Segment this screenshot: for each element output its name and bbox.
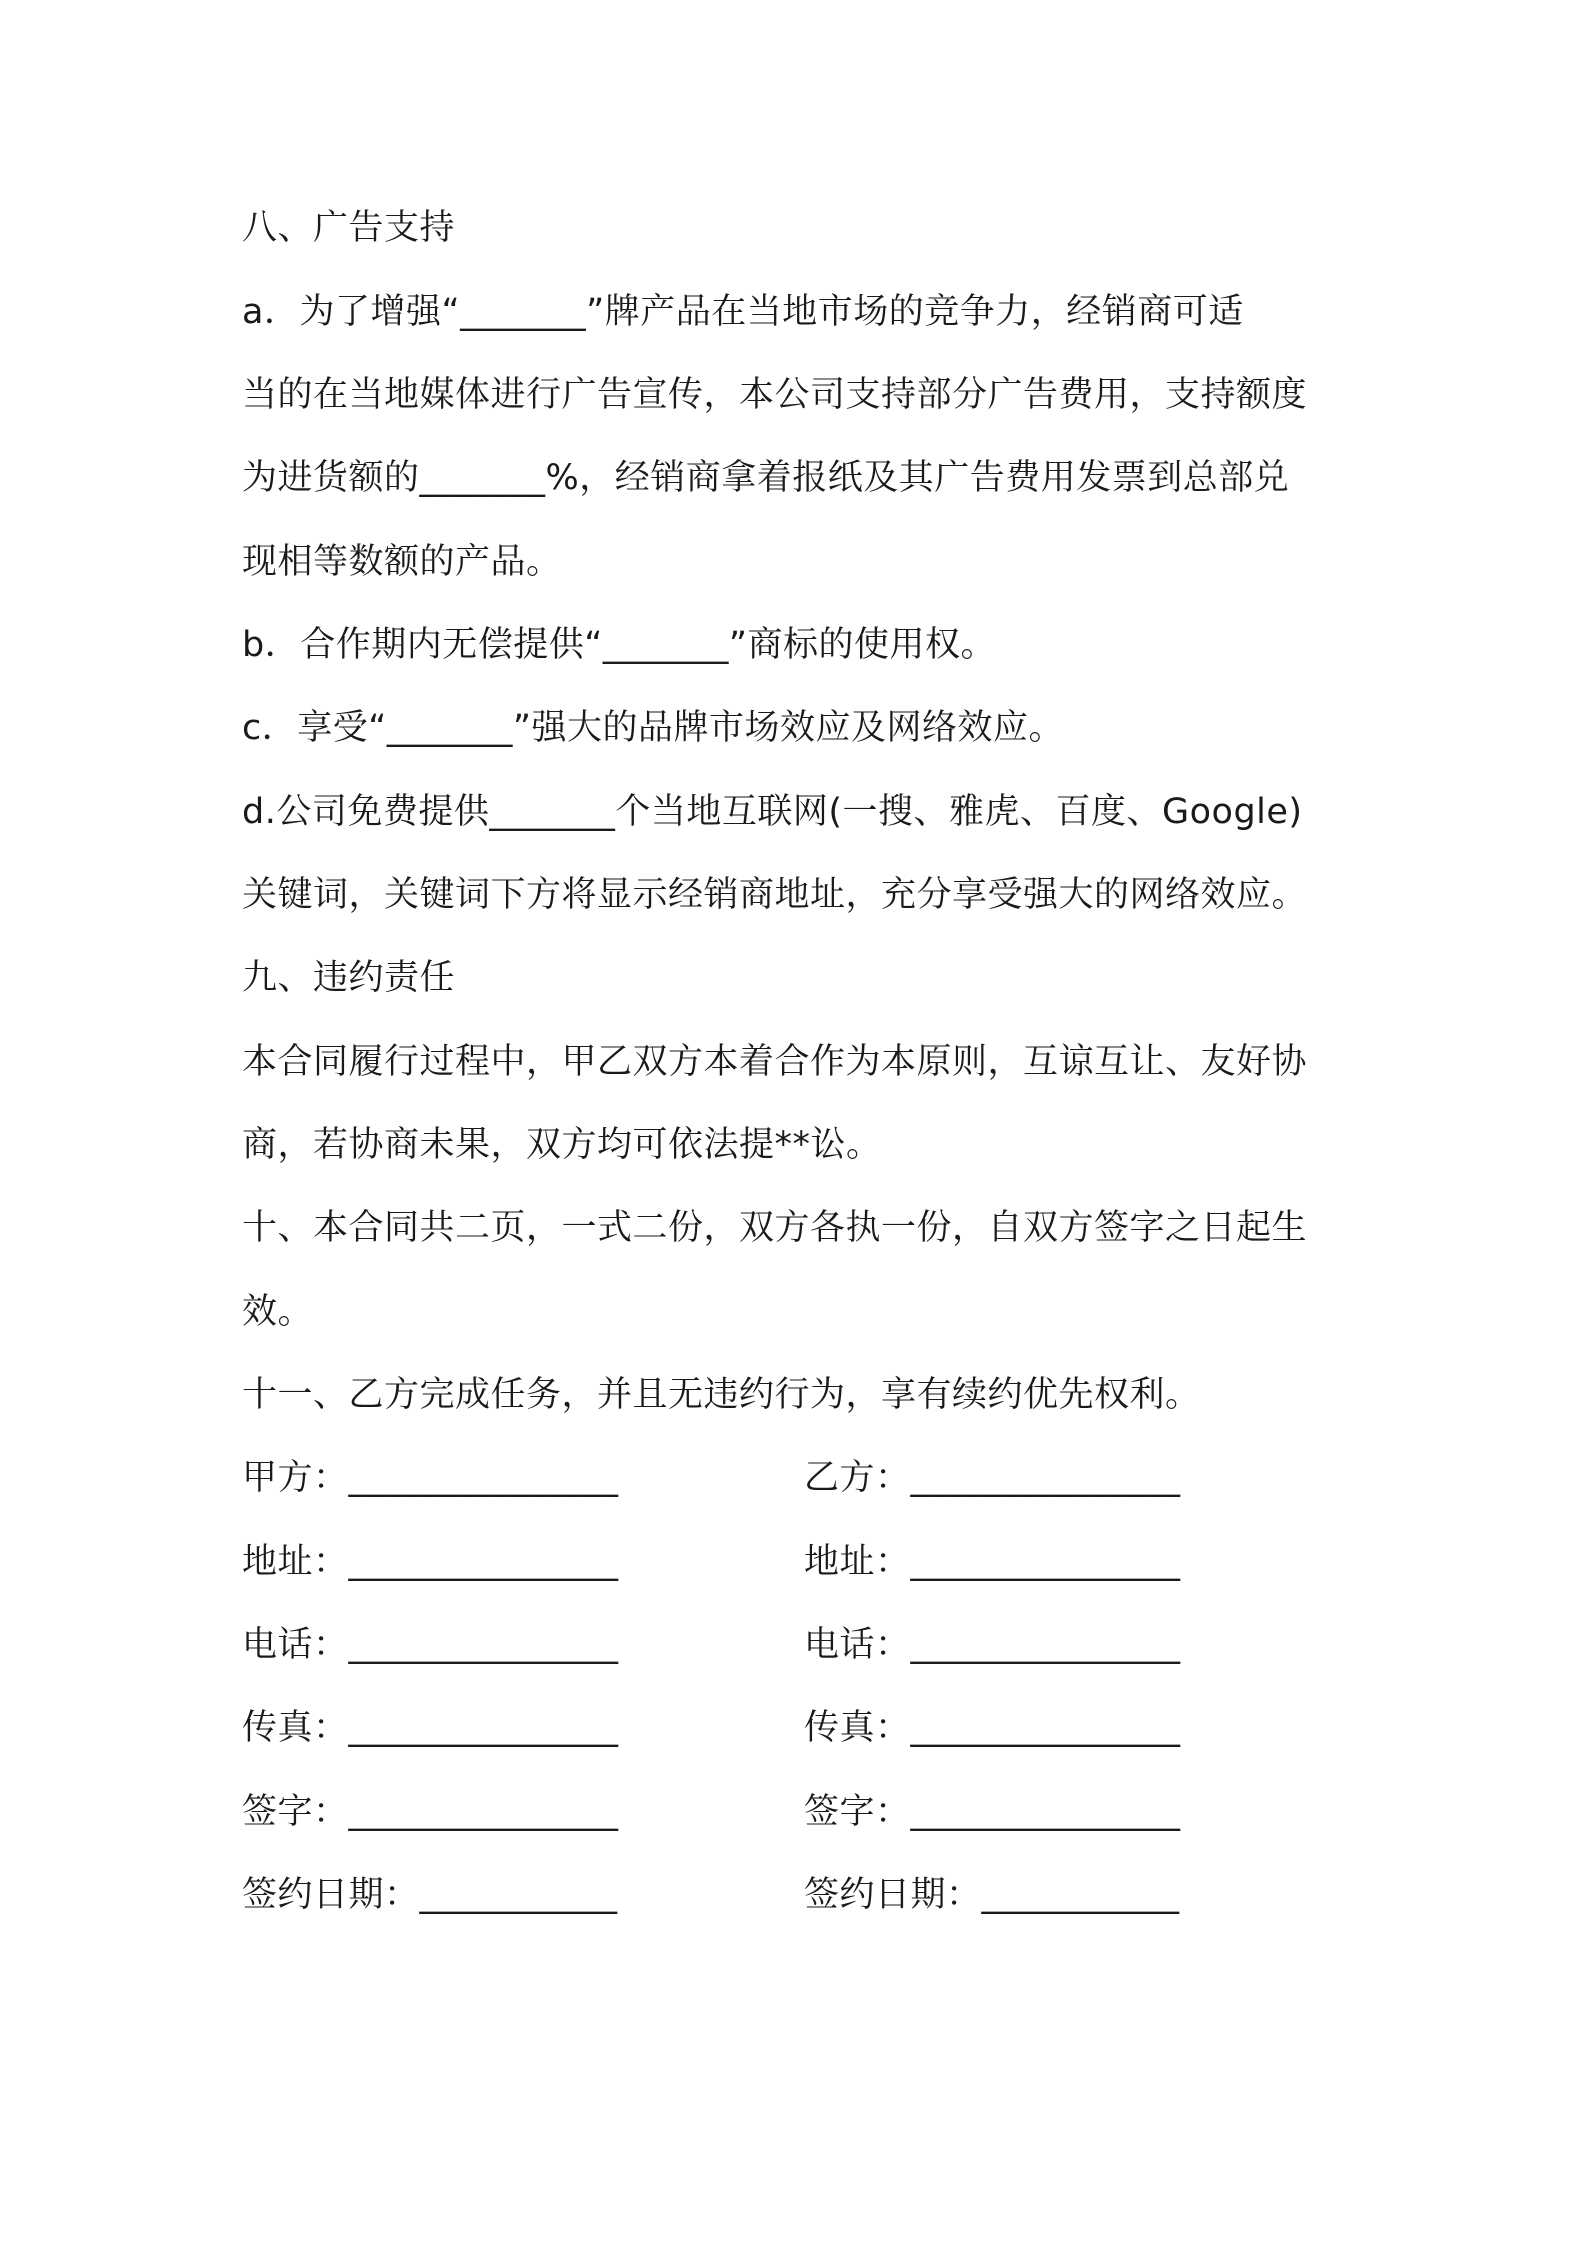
paragraph-line: 现相等数额的产品。 [242, 542, 562, 582]
paragraph-line: 效。 [242, 1292, 314, 1332]
party-a-date-field: 签约日期：___________ [242, 1875, 618, 1915]
paragraph-line: 商，若协商未果，双方均可依法提**讼。 [242, 1125, 882, 1165]
party-b-fax-field: 传真：_______________ [804, 1708, 1181, 1748]
section-heading-breach: 九、违约责任 [242, 958, 456, 998]
party-a-phone-field: 电话：_______________ [242, 1625, 619, 1665]
party-a-address-field: 地址：_______________ [242, 1542, 619, 1582]
paragraph-line: 十、本合同共二页，一式二份，双方各执一份，自双方签字之日起生 [242, 1208, 1308, 1248]
paragraph-line: d.公司免费提供_______个当地互联网(一搜、雅虎、百度、Google) [242, 792, 1303, 832]
paragraph-line: 十一、乙方完成任务，并且无违约行为，享有续约优先权利。 [242, 1375, 1201, 1415]
party-b-signature-field: 签字：_______________ [804, 1792, 1181, 1832]
paragraph-line: a．为了增强“_______”牌产品在当地市场的竞争力，经销商可适 [242, 292, 1244, 332]
party-b-field: 乙方：_______________ [804, 1458, 1181, 1498]
party-a-field: 甲方：_______________ [242, 1458, 619, 1498]
paragraph-line: 本合同履行过程中，甲乙双方本着合作为本原则，互谅互让、友好协 [242, 1042, 1308, 1082]
party-b-address-field: 地址：_______________ [804, 1542, 1181, 1582]
paragraph-line: c．享受“_______”强大的品牌市场效应及网络效应。 [242, 708, 1065, 748]
section-heading-advertising: 八、广告支持 [242, 208, 456, 248]
party-b-date-field: 签约日期：___________ [804, 1875, 1180, 1915]
paragraph-line: 为进货额的_______%，经销商拿着报纸及其广告费用发票到总部兑 [242, 458, 1290, 498]
party-a-fax-field: 传真：_______________ [242, 1708, 619, 1748]
party-a-signature-field: 签字：_______________ [242, 1792, 619, 1832]
paragraph-line: b．合作期内无偿提供“_______”商标的使用权。 [242, 625, 996, 665]
paragraph-line: 当的在当地媒体进行广告宣传，本公司支持部分广告费用，支持额度 [242, 375, 1308, 415]
party-b-phone-field: 电话：_______________ [804, 1625, 1181, 1665]
paragraph-line: 关键词，关键词下方将显示经销商地址，充分享受强大的网络效应。 [242, 875, 1308, 915]
